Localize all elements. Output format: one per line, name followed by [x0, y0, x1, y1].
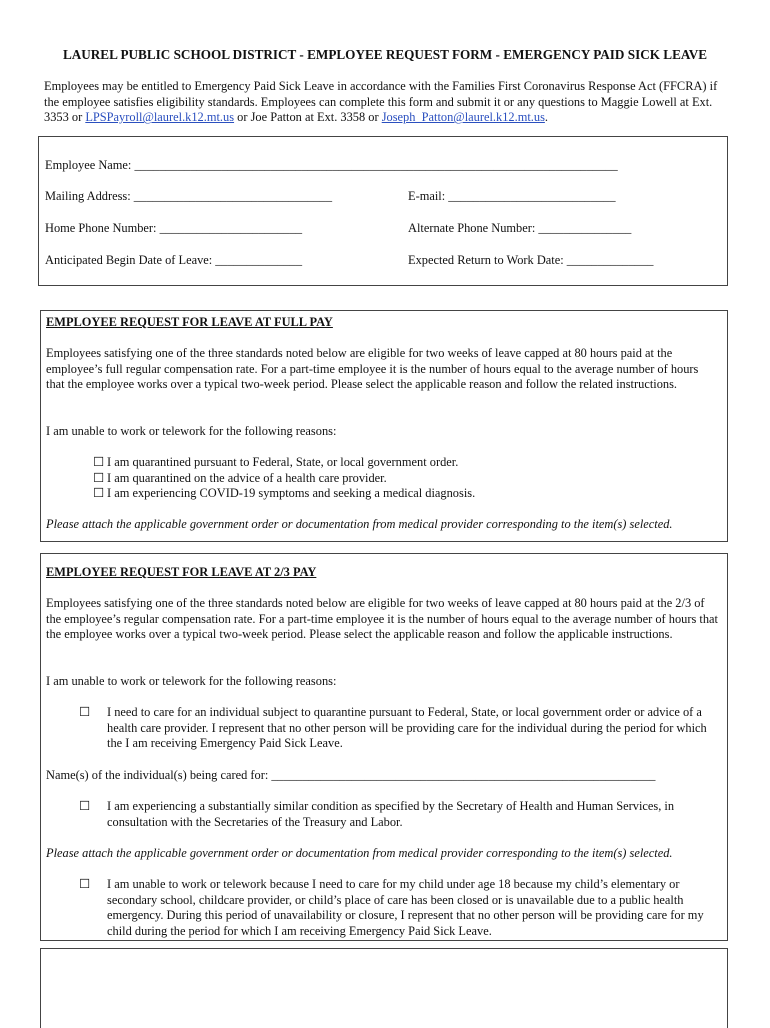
option-label: I need to care for an individual subject to quarantine pursuant to Federal, State, or local government order or advice of a health care provider. I represent that no other person will be providing care for the individual during the period for which the I am receiving Emergency Paid Sick Leave.: [107, 705, 707, 751]
full-pay-option-provider-advice[interactable]: [93, 471, 719, 487]
full-pay-option-govt-order[interactable]: [93, 455, 719, 471]
email-field[interactable]: E-mail: ___________________________: [408, 189, 616, 203]
intro-text-c: .: [544, 110, 548, 125]
option-label: I am unable to work or telework because I need to care for my child under age 18 because my child’s elementary or secondary school, childcare provider, or child’s place of care has been closed or is unavailable due to a public health emergency. During this period of unavailability or closure, I represent that no other person will be providing care for my child during the period for which I am receiving Emergency Paid Sick Leave.: [107, 877, 704, 938]
option-label: I am quarantined on the advice of a health care provider.: [107, 471, 387, 485]
two-thirds-option-care-individual[interactable]: [79, 705, 719, 752]
begin-date-field[interactable]: Anticipated Begin Date of Leave: ______________: [45, 253, 303, 267]
two-thirds-option-similar-condition[interactable]: [79, 799, 719, 830]
two-thirds-attach-note: Please attach the applicable government order or documentation from medical provider corresponding to the item(s) selected.: [46, 846, 673, 860]
intro-text-a: Employees may be entitled to Emergency Paid Sick Leave in accordance with the Families First Coronavirus Response Act (FFCRA) if the employee satisfies eligibility standards. Employees can complete this form and submit it or any questions to Maggie Lowell at Ext. 3353 or: [44, 79, 718, 125]
checkbox-icon[interactable]: ☐: [79, 877, 91, 891]
full-pay-attach-note: Please attach the applicable government order or documentation from medical provider corresponding to the item(s) selected.: [46, 517, 673, 531]
checkbox-icon[interactable]: ☐: [79, 705, 91, 719]
employee-info-box: [38, 136, 728, 286]
employee-name-field[interactable]: Employee Name: ______________________________________________________________________________: [45, 158, 618, 172]
return-date-field[interactable]: Expected Return to Work Date: ______________: [408, 253, 654, 267]
checkbox-icon[interactable]: ☐: [93, 455, 105, 469]
full-pay-section: [40, 310, 728, 542]
checkbox-icon[interactable]: ☐: [93, 471, 105, 485]
home-phone-field[interactable]: Home Phone Number: _______________________: [45, 221, 303, 235]
patton-email-link[interactable]: Joseph_Patton@laurel.k12.mt.us: [381, 110, 545, 125]
full-pay-unable-text: I am unable to work or telework for the following reasons:: [46, 424, 337, 438]
full-pay-heading: EMPLOYEE REQUEST FOR LEAVE AT FULL PAY: [46, 315, 333, 329]
two-thirds-unable-text: I am unable to work or telework for the following reasons:: [46, 674, 337, 688]
option-label: I am experiencing a substantially similar condition as specified by the Secretary of Health and Human Services, in consultation with the Secretaries of the Treasury and Labor.: [107, 799, 675, 829]
payroll-email-link[interactable]: LPSPayroll@laurel.k12.mt.us: [85, 110, 235, 125]
checkbox-icon[interactable]: ☐: [93, 486, 105, 500]
checkbox-icon[interactable]: ☐: [79, 799, 91, 813]
next-section-box: [40, 948, 728, 1028]
form-title: LAUREL PUBLIC SCHOOL DISTRICT - EMPLOYEE REQUEST FORM - EMERGENCY PAID SICK LEAVE: [62, 47, 708, 62]
intro-paragraph: [44, 79, 724, 126]
two-thirds-heading: EMPLOYEE REQUEST FOR LEAVE AT 2/3 PAY: [46, 565, 317, 579]
intro-text-b: or Joe Patton at Ext. 3358 or: [234, 110, 382, 125]
two-thirds-option-child-care[interactable]: [79, 877, 719, 939]
two-thirds-description: Employees satisfying one of the three standards noted below are eligible for two weeks of leave capped at 80 hours paid at the 2/3 of the employee’s regular compensation rate. For a part-time employee it is the number of hours equal to the average number of hours that the employee works over a typical two-week period. Please select the applicable reason and follow the applicable instructions.: [46, 596, 718, 642]
two-thirds-pay-section: [40, 553, 728, 941]
full-pay-option-symptoms[interactable]: [93, 486, 719, 502]
individuals-cared-for-field[interactable]: Name(s) of the individual(s) being cared for: ______________________________________________________________: [46, 768, 656, 782]
option-label: I am quarantined pursuant to Federal, State, or local government order.: [107, 455, 459, 469]
alternate-phone-field[interactable]: Alternate Phone Number: _______________: [408, 221, 632, 235]
full-pay-description: Employees satisfying one of the three standards noted below are eligible for two weeks of leave capped at 80 hours paid at the employee’s full regular compensation rate. For a part-time employee it is the number of hours equal to the average number of hours that the employee works over a typical two-week period. Please select the applicable reason and follow the related instructions.: [46, 346, 699, 392]
option-label: I am experiencing COVID-19 symptoms and seeking a medical diagnosis.: [107, 486, 476, 500]
mailing-address-field[interactable]: Mailing Address: ________________________________: [45, 189, 333, 203]
